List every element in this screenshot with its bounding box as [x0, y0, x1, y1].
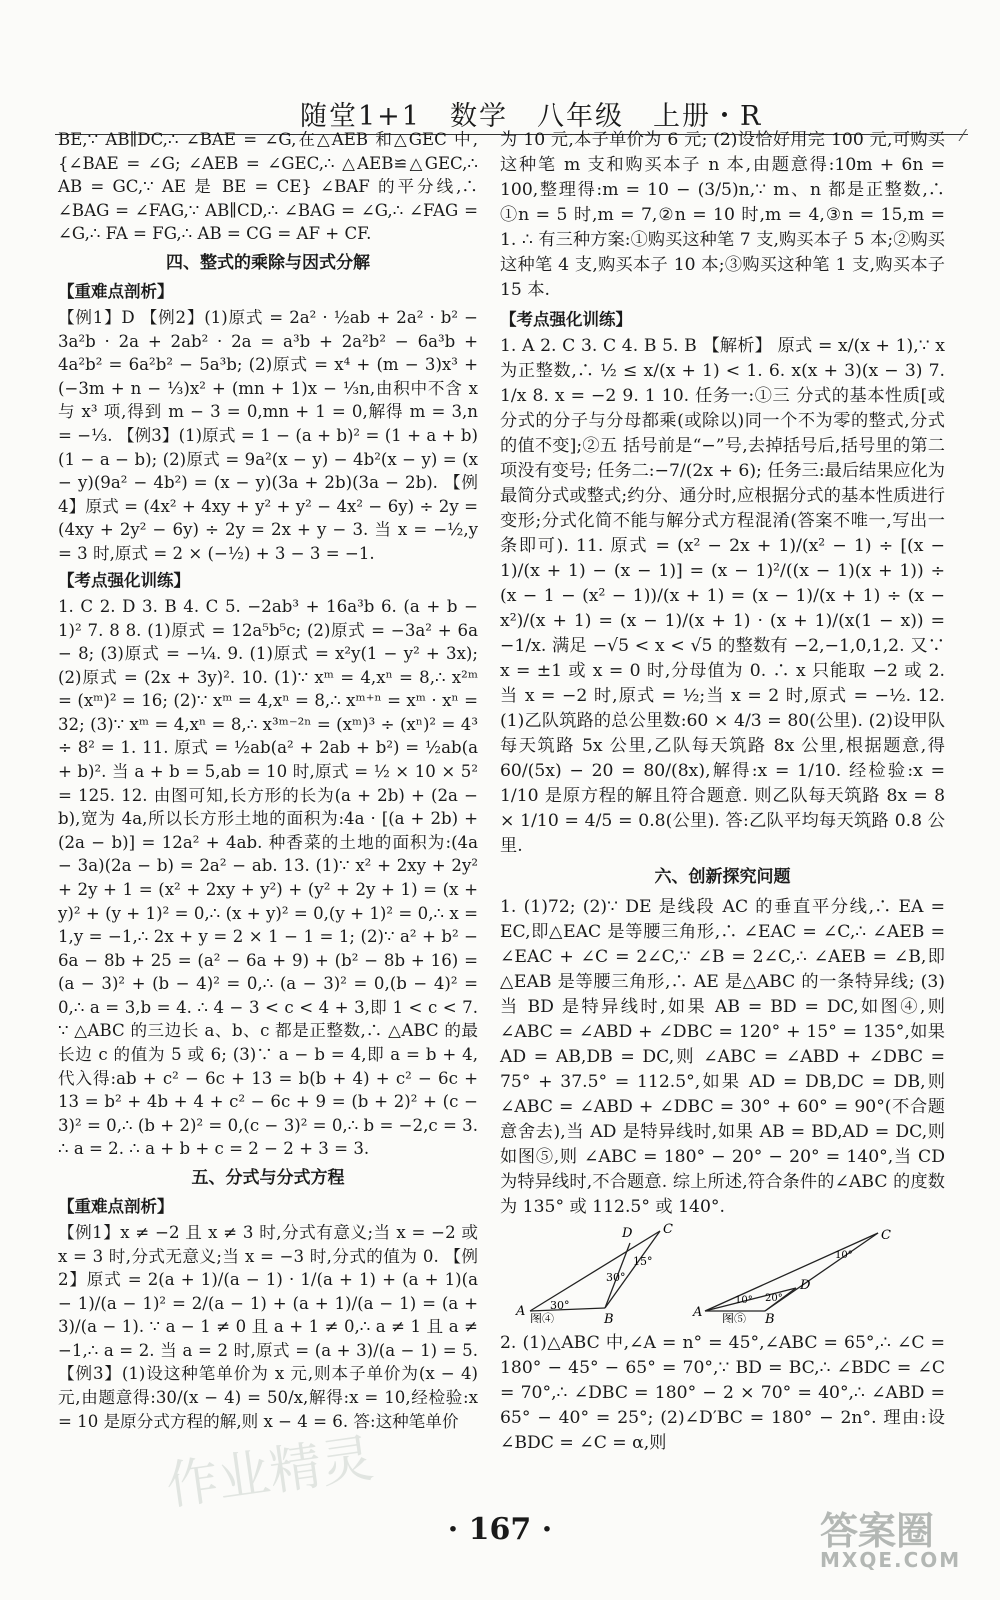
fig5-label-a: A — [693, 1305, 703, 1320]
watermark-url: MXQE.COM — [820, 1548, 962, 1572]
fig4-angle-a: 30° — [550, 1299, 570, 1312]
figure-5 — [692, 1228, 891, 1323]
answer-paragraph: 为 10 元,本子单价为 6 元; (2)设恰好用完 100 元,可购买这种笔 m 支和购买本子 n 本,由题意得:10m + 6n = 100,整理得:m = 10 − (3/5)n,∵ m、n 都是正整数,∴ ①n = 5 时,m = 7,②n = 10 时,m = 4,③n = 15,m = 1. ∴ 有三种方案:①购买这种笔 7 支,购买本子 5 本;②购买这种笔 4 支,购买本子 10 本;③购买这种笔 1 支,购买本子 15 本. — [500, 130, 945, 300]
subsection-heading: 【考点强化训练】 — [58, 571, 190, 591]
subsection-heading: 【重难点剖析】 — [58, 282, 174, 302]
fig5-angle-c: 10° — [835, 1250, 853, 1261]
subsection-heading: 【考点强化训练】 — [500, 310, 632, 329]
fig4-caption: 图④ — [530, 1312, 555, 1323]
fig5-label-c: C — [881, 1228, 891, 1243]
fig5-angle-b: 20° — [765, 1293, 783, 1304]
answer-paragraph: 1. A 2. C 3. C 4. B 5. B 【解析】 原式 = x/(x + 1),∵ x 为正整数,∴ ½ ≤ x/(x + 1) < 1. 6. x(x + 3)(x − 3) 7. 1/x 8. x = −2 9. 1 10. 任务一:①三 分式的基本性质[或分式的分子与分母都乘(或除以)同一个不为零的整式,分式的值不变];②五 括号前是“−”号,去掉括号后,括号里的第二项没有变号; 任务二:−7/(2x + 6); 任务三:最后结果应化为最简分式或整式;约分、通分时,应根据分式的基本性质进行变形;分式化简不能与解分式方程混淆(答案不唯一,写出一条即可). 11. 原式 = (x² − 2x + 1)/(x² − 1) ÷ [(x − 1)/(x + 1) − (x − 1)] = (x − 1)²/((x − 1)(x + 1)) ÷ (x − 1 − (x² − 1))/(x + 1) = (x − 1)/(x + 1) ÷ (x − x²)/(x + 1) = (x − 1)/(x + 1) · (x + 1)/(x(1 − x)) = −1/x. 满足 −√5 < x < √5 的整数有 −2,−1,0,1,2. 又∵ x = ±1 或 x = 0 时,分母值为 0. ∴ x 只能取 −2 或 2. 当 x = −2 时,原式 = ½;当 x = 2 时,原式 = −½. 12. (1)乙队筑路的总公里数:60 × 4/3 = 80(公里). (2)设甲队每天筑路 5x 公里,乙队每天筑路 8x 公里,根据题意,得 60/(5x) − 20 = 80/(8x),解得:x = 1/10. 经检验:x = 1/10 是原方程的解且符合题意. 则乙队每天筑路 8x = 8 × 1/10 = 4/5 = 0.8(公里). 答:乙队平均每天筑路 0.8 公里. — [500, 336, 945, 856]
left-column — [58, 128, 478, 1436]
section-heading: 六、创新探究问题 — [654, 867, 791, 887]
geometry-figures — [510, 1223, 950, 1323]
figure-area — [510, 1223, 950, 1323]
fig4-label-c: C — [663, 1223, 673, 1237]
section-heading: 五、分式与分式方程 — [191, 1167, 345, 1188]
answer-paragraph: 【例1】x ≠ −2 且 x ≠ 3 时,分式有意义;当 x = −2 或 x = 3 时,分式无意义;当 x = −3 时,分式的值为 0. 【例2】原式 = 2(a + 1)/(a − 1) · 1/(a + 1) + (a + 1)(a − 1)/(a − 1)² = 2/(a − 1) + (a + 1)/(a − 1) = (a + 3)/(a − 1). ∵ a − 1 ≠ 0 且 a + 1 ≠ 0,∴ a ≠ 1 且 a ≠ −1,∴ a = 2. 当 a = 2 时,原式 = (a + 3)/(a − 1) = 5. 【例3】(1)设这种笔单价为 x 元,则本子单价为(x − 4)元,由题意得:30/(x − 4) = 50/x,解得:x = 10,经检验:x = 10 是原分式方程的解,则 x − 4 = 6. 答:这种笔单价 — [58, 1223, 478, 1431]
section-heading: 四、整式的乘除与因式分解 — [166, 252, 370, 273]
fig5-label-b: B — [765, 1312, 775, 1323]
answer-paragraph: 2. (1)△ABC 中,∠A = n° = 45°,∠ABC = 65°,∴ ∠C = 180° − 45° − 65° = 70°,∵ BD = BC,∴ ∠BDC = ∠C = 70°,∴ ∠DBC = 180° − 2 × 70° = 40°,∴ ∠ABD = 65° − 40° = 25°; (2)∠D′BC = 180° − 2n°. 理由:设∠BDC = ∠C = α,则 — [500, 1333, 945, 1453]
fig5-label-d: D — [800, 1278, 811, 1293]
page-number: · 167 · — [447, 1512, 553, 1547]
fig4-label-b: B — [604, 1312, 614, 1323]
answer-paragraph: 【例1】D 【例2】(1)原式 = 2a² · ½ab + 2a² · b² − 3a²b · 2a + 2ab² · 2a = a³b + 2a²b² − 6a³b + 4a²b² = 6a²b² − 5a³b; (2)原式 = x⁴ + (m − 3)x³ + (−3m + n − ⅓)x² + (mn + 1)x − ⅓n,由积中不含 x 与 x³ 项,得到 m − 3 = 0,mn + 1 = 0,解得 m = 3,n = −⅓. 【例3】(1)原式 = 1 − (a + b)² = (1 + a + b)(1 − a − b); (2)原式 = 9a²(x − y) − 4b²(x − y) = (x − y)(9a² − 4b²) = (x − y)(3a + 2b)(3a − 2b). 【例4】原式 = (4x² + 4xy + y² + y² − 4x² − 6y) ÷ 2y = (4xy + 2y² − 6y) ÷ 2y = 2x + y − 3. 当 x = −½,y = 3 时,原式 = 2 × (−½) + 3 − 3 = −1. — [58, 308, 478, 563]
fig4-label-a: A — [516, 1304, 526, 1319]
watermark-text: 作业精灵 — [162, 1428, 377, 1518]
book-title: 随堂1+1 数学 八年级 上册・R — [300, 101, 763, 132]
watermark-logo: 答案圈 — [820, 1509, 935, 1553]
fig5-angle-a: 10° — [735, 1295, 753, 1306]
subsection-heading: 【重难点剖析】 — [58, 1197, 174, 1217]
answer-paragraph: 1. (1)72; (2)∵ DE 是线段 AC 的垂直平分线,∴ EA = EC,即△EAC 是等腰三角形,∴ ∠EAC = ∠C,∴ ∠AEB = ∠EAC + ∠C = 2∠C,∵ ∠B = 2∠C,∴ ∠AEB = ∠B,即△EAB 是等腰三角形,∴ AE 是△ABC 的一条特异线; (3)当 BD 是特异线时,如果 AB = BD = DC,如图④,则 ∠ABC = ∠ABD + ∠DBC = 120° + 15° = 135°,如果 AD = AB,DB = DC,则 ∠ABC = ∠ABD + ∠DBC = 75° + 37.5° = 112.5°,如果 AD = DB,DC = DB,则 ∠ABC = ∠ABD + ∠DBC = 30° + 60° = 90°(不合题意舍去),当 AD 是特异线时,如果 AB = BD,AD = DC,则如图⑤,则 ∠ABC = 180° − 20° − 20° = 140°,当 CD 为特异线时,不合题意. 综上所述,符合条件的∠ABC 的度数为 135° 或 112.5° 或 140°. — [500, 897, 945, 1217]
header-mark: ⁄ — [961, 126, 964, 145]
fig4-angle-b: 30° — [606, 1271, 626, 1284]
fig4-label-d: D — [622, 1226, 633, 1241]
fig4-angle-c: 15° — [633, 1255, 653, 1268]
answer-paragraph: 1. C 2. D 3. B 4. C 5. −2ab³ + 16a³b 6. (a + b − 1)² 7. 8 8. (1)原式 = 12a⁵b⁵c; (2)原式 = −3a² + 6a − 8; (3)原式 = −¼. 9. (1)原式 = x²y(1 − y² + 3x); (2)原式 = (2x + 3y)². 10. (1)∵ xᵐ = 4,xⁿ = 8,∴ x²ᵐ = (xᵐ)² = 16; (2)∵ xᵐ = 4,xⁿ = 8,∴ xᵐ⁺ⁿ = xᵐ · xⁿ = 32; (3)∵ xᵐ = 4,xⁿ = 8,∴ x³ᵐ⁻²ⁿ = (xᵐ)³ ÷ (xⁿ)² = 4³ ÷ 8² = 1. 11. 原式 = ½ab(a² + 2ab + b²) = ½ab(a + b)². 当 a + b = 5,ab = 10 时,原式 = ½ × 10 × 5² = 125. 12. 由图可知,长方形的长为(a + 2b) + (2a − b),宽为 4a,所以长方形土地的面积为:4a · [(a + 2b) + (2a − b)] = 12a² + 4ab. 种香菜的土地的面积为:(4a − 3a)(2a − b) = 2a² − ab. 13. (1)∵ x² + 2xy + 2y² + 2y + 1 = (x² + 2xy + y²) + (y² + 2y + 1) = (x + y)² + (y + 1)² = 0,∴ (x + y)² = 0,(y + 1)² = 0,∴ x = 1,y = −1,∴ 2x + y = 2 × 1 − 1 = 1; (2)∵ a² + b² − 6a − 8b + 25 = (a² − 6a + 9) + (b² − 8b + 16) = (a − 3)² + (b − 4)² = 0,∴ (a − 3)² = 0,(b − 4)² = 0,∴ a = 3,b = 4. ∴ 4 − 3 < c < 4 + 3,即 1 < c < 7. ∵ △ABC 的三边长 a、b、c 都是正整数,∴ △ABC 的最长边 c 的值为 5 或 6; (3)∵ a − b = 4,即 a = b + 4,代入得:ab + c² − 6c + 13 = b(b + 4) + c² − 6c + 13 = b² + 4b + 4 + c² − 6c + 9 = (b + 2)² + (c − 3)² = 0,∴ (b + 2)² = 0,(c − 3)² = 0,∴ b = −2,c = 3. ∴ a = 2. ∴ a + b + c = 2 − 2 + 3 = 3. — [58, 596, 478, 1159]
answer-paragraph: BE,∵ AB∥DC,∴ ∠BAE = ∠G,在△AEB 和△GEC 中,{∠BAE = ∠G; ∠AEB = ∠GEC,∴ △AEB≌△GEC,∴ AB = GC,∵ AE 是 BE = CE} ∠BAF 的平分线,∴ ∠BAG = ∠FAG,∵ AB∥CD,∴ ∠BAG = ∠G,∴ ∠FAG = ∠G,∴ FA = FG,∴ AB = CG = AF + CF. — [58, 130, 478, 244]
figure-4 — [515, 1223, 673, 1323]
fig5-caption: 图⑤ — [722, 1312, 747, 1323]
